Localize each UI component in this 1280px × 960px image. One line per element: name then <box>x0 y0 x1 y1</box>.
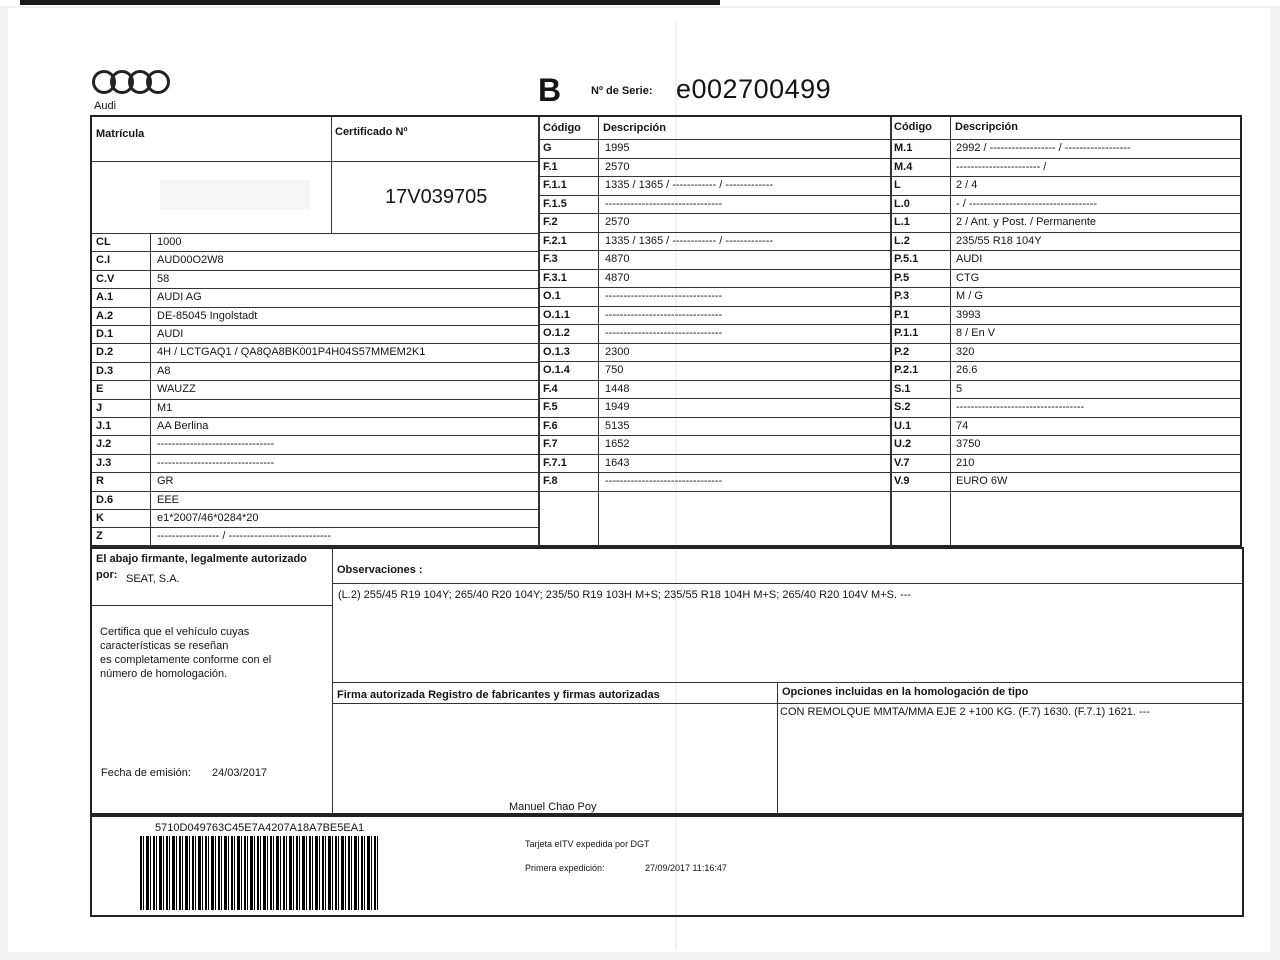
row-divider <box>540 454 890 455</box>
tarjeta-label: Tarjeta eITV expedida por DGT <box>525 839 650 849</box>
field-value: 1643 <box>605 456 630 469</box>
row-divider <box>92 399 538 400</box>
field-value: 1995 <box>605 142 630 154</box>
field-code: F.7.1 <box>543 456 567 469</box>
field-code: E <box>96 383 104 396</box>
observaciones-label: Observaciones : <box>337 564 423 576</box>
field-value: 1448 <box>605 382 630 395</box>
codigo-header-right: Código <box>894 121 932 133</box>
field-value: WAUZZ <box>157 383 196 396</box>
row-divider <box>92 417 538 418</box>
field-code: Z <box>96 530 103 543</box>
field-value: 74 <box>956 419 969 432</box>
field-value: -------------------------------- <box>605 475 723 487</box>
row-divider <box>92 491 538 492</box>
signer-value: SEAT, S.A. <box>126 573 180 585</box>
field-value: EURO 6W <box>956 475 1008 487</box>
field-value: AUD00O2W8 <box>157 254 224 267</box>
field-value: 210 <box>956 456 975 469</box>
field-value: 5 <box>956 382 963 395</box>
field-code: D.3 <box>96 364 114 377</box>
row-divider <box>540 269 890 270</box>
fecha-value: 24/03/2017 <box>212 767 268 779</box>
row-divider <box>92 509 538 510</box>
signer-por-label: por: <box>96 569 118 581</box>
field-code: U.1 <box>894 419 912 432</box>
field-value: 1949 <box>605 401 630 413</box>
field-value: - / ----------------------------------- <box>956 197 1098 210</box>
field-code: L.2 <box>894 234 910 247</box>
certifica-line-4: número de homologación. <box>100 668 228 680</box>
observaciones-value: (L.2) 255/45 R19 104Y; 265/40 R20 104Y; 235/50 R19 103H M+S; 235/55 R18 104H M+S; 265/40 R20 104V M+S. --- <box>338 589 912 601</box>
row-divider <box>540 417 890 418</box>
row-divider <box>892 435 1240 436</box>
field-code: F.1.5 <box>543 197 567 210</box>
field-code: F.3.1 <box>543 271 567 284</box>
descripcion-header: Descripción <box>603 122 666 134</box>
field-code: O.1.3 <box>543 345 570 358</box>
firma-name: Manuel Chao Poy <box>509 801 597 813</box>
field-value: 5135 <box>605 419 630 432</box>
form-letter: B <box>538 72 562 108</box>
field-code: F.1.1 <box>543 179 567 191</box>
field-value: 4870 <box>605 271 630 284</box>
row-divider <box>92 325 538 326</box>
field-value: 1335 / 1365 / ------------ / ------------- <box>605 179 774 191</box>
row-divider <box>540 232 890 233</box>
field-code: M.4 <box>894 160 913 173</box>
field-code: F.7 <box>543 438 558 450</box>
field-value: ----------------------- / <box>956 160 1047 173</box>
row-divider <box>92 435 538 436</box>
certifica-line-1: Certifica que el vehículo cuyas <box>100 626 250 638</box>
row-divider <box>540 158 890 159</box>
row-divider <box>892 380 1240 381</box>
field-code: P.1 <box>894 308 910 321</box>
field-code: R <box>96 475 104 488</box>
field-code: L <box>894 179 901 191</box>
row-divider <box>92 472 538 473</box>
field-code: C.V <box>96 272 115 285</box>
row-divider <box>540 472 890 473</box>
field-code: S.2 <box>894 401 911 413</box>
row-divider <box>892 287 1240 288</box>
field-code: D.6 <box>96 493 114 506</box>
field-value: 1335 / 1365 / ------------ / ------------- <box>605 234 774 247</box>
field-code: M.1 <box>894 142 913 154</box>
field-value: 8 / En V <box>956 327 996 339</box>
row-divider <box>892 232 1240 233</box>
field-value: M / G <box>956 290 983 302</box>
row-divider <box>92 270 538 271</box>
row-divider <box>540 380 890 381</box>
certificado-number: 17V039705 <box>385 186 488 208</box>
serial-number: e002700499 <box>676 74 832 104</box>
field-value: 3993 <box>956 308 981 321</box>
field-code: O.1 <box>543 290 561 302</box>
field-value: ----------------------------------- <box>956 401 1085 413</box>
field-value: 4H / LCTGAQ1 / QA8QA8BK001P4H04S57MMEM2K1 <box>157 346 426 359</box>
barcode-text: 5710D049763C45E7A4207A18A7BE5EA1 <box>155 822 365 834</box>
fecha-label: Fecha de emisión: <box>101 767 191 779</box>
field-value: CTG <box>956 271 980 284</box>
row-divider <box>92 343 538 344</box>
row-divider <box>92 362 538 363</box>
row-divider <box>540 491 890 492</box>
field-code: D.1 <box>96 328 114 340</box>
field-code: L.1 <box>894 216 910 228</box>
row-divider <box>540 176 890 177</box>
field-code: F.2 <box>543 216 558 228</box>
certifica-line-2: características se reseñan <box>100 640 229 652</box>
field-value: DE-85045 Ingolstadt <box>157 309 258 322</box>
field-code: F.4 <box>543 382 558 395</box>
row-divider <box>892 158 1240 159</box>
field-code: J.3 <box>96 456 112 469</box>
row-divider <box>540 398 890 399</box>
row-divider <box>540 324 890 325</box>
field-code: P.5 <box>894 271 910 284</box>
field-code: A.1 <box>96 291 114 304</box>
barcode <box>140 836 380 910</box>
row-divider <box>540 435 890 436</box>
matricula-label: Matrícula <box>96 128 145 140</box>
field-value: -------------------------------- <box>605 308 723 321</box>
field-code: P.5.1 <box>894 253 919 265</box>
opciones-value: CON REMOLQUE MMTA/MMA EJE 2 +100 KG. (F.7) 1630. (F.7.1) 1621. --- <box>780 706 1150 718</box>
field-code: A.2 <box>96 309 114 322</box>
field-value: 1000 <box>157 236 182 248</box>
row-divider <box>540 287 890 288</box>
field-code: F.2.1 <box>543 234 567 247</box>
field-value: 2 / 4 <box>956 179 978 191</box>
primera-label: Primera expedición: <box>525 863 605 873</box>
field-value: 58 <box>157 272 170 285</box>
field-value: -------------------------------- <box>157 438 275 451</box>
field-value: A8 <box>157 364 171 377</box>
field-code: U.2 <box>894 438 912 450</box>
field-value: 26.6 <box>956 364 978 376</box>
audi-ring-icon <box>146 70 170 94</box>
field-code: O.1.4 <box>543 364 570 376</box>
opciones-label: Opciones incluidas en la homologación de tipo <box>782 686 1029 698</box>
codigo-header: Código <box>543 122 581 134</box>
row-divider <box>540 361 890 362</box>
field-value: 235/55 R18 104Y <box>956 234 1042 247</box>
field-code: F.8 <box>543 475 558 487</box>
field-code: J.2 <box>96 438 112 451</box>
field-code: F.1 <box>543 160 558 173</box>
field-value: EEE <box>157 493 180 506</box>
field-code: J <box>96 401 103 414</box>
field-code: O.1.1 <box>543 308 570 321</box>
field-code: CL <box>96 236 111 248</box>
field-value: -------------------------------- <box>605 197 723 210</box>
row-divider <box>92 454 538 455</box>
row-divider <box>92 288 538 289</box>
row-divider <box>92 307 538 308</box>
field-code: L.0 <box>894 197 910 210</box>
row-divider <box>892 398 1240 399</box>
row-divider <box>540 213 890 214</box>
firma-label: Firma autorizada Registro de fabricantes y firmas autorizadas <box>337 689 660 701</box>
field-code: J.1 <box>96 420 112 432</box>
row-divider <box>92 251 538 252</box>
signer-label: El abajo firmante, legalmente autorizado <box>96 553 307 565</box>
row-divider <box>892 269 1240 270</box>
field-code: G <box>543 142 552 154</box>
row-divider <box>892 213 1240 214</box>
field-value: ----------------- / ---------------------------- <box>157 530 332 543</box>
field-value: -------------------------------- <box>605 290 723 302</box>
descripcion-header-right: Descripción <box>955 121 1018 133</box>
row-divider <box>892 361 1240 362</box>
field-code: V.9 <box>894 475 910 487</box>
field-code: P.2.1 <box>894 364 919 376</box>
row-divider <box>540 306 890 307</box>
field-value: 2570 <box>605 216 630 228</box>
row-divider <box>892 472 1240 473</box>
field-value: 320 <box>956 345 975 358</box>
field-value: 2570 <box>605 160 630 173</box>
row-divider <box>892 343 1240 344</box>
field-value: e1*2007/46*0284*20 <box>157 512 259 524</box>
row-divider <box>892 250 1240 251</box>
scan-edge <box>20 0 720 5</box>
matricula-redacted <box>160 180 310 210</box>
field-value: AUDI <box>157 328 184 340</box>
field-value: M1 <box>157 401 173 414</box>
audi-logo <box>92 70 176 98</box>
field-code: P.3 <box>894 290 910 302</box>
field-code: F.5 <box>543 401 558 413</box>
certifica-line-3: es completamente conforme con el <box>100 654 272 666</box>
field-value: 750 <box>605 364 624 376</box>
row-divider <box>892 195 1240 196</box>
field-value: GR <box>157 475 174 488</box>
field-value: 4870 <box>605 253 630 265</box>
certificado-label: Certificado Nº <box>335 126 408 138</box>
row-divider <box>92 380 538 381</box>
field-code: K <box>96 512 104 524</box>
field-value: 2 / Ant. y Post. / Permanente <box>956 216 1097 228</box>
field-code: D.2 <box>96 346 114 359</box>
field-code: F.3 <box>543 253 558 265</box>
field-code: P.1.1 <box>894 327 919 339</box>
brand-name: Audi <box>94 100 117 112</box>
field-value: -------------------------------- <box>605 327 723 339</box>
field-value: 3750 <box>956 438 981 450</box>
field-value: AUDI AG <box>157 291 202 304</box>
row-divider <box>892 324 1240 325</box>
row-divider <box>892 306 1240 307</box>
field-value: 2300 <box>605 345 630 358</box>
row-divider <box>892 176 1240 177</box>
field-code: F.6 <box>543 419 558 432</box>
primera-value: 27/09/2017 11:16:47 <box>645 863 727 873</box>
row-divider <box>92 527 538 528</box>
serial-label: Nº de Serie: <box>591 85 653 97</box>
row-divider <box>892 454 1240 455</box>
field-value: 2992 / ------------------ / ------------------ <box>956 142 1131 154</box>
row-divider <box>540 195 890 196</box>
field-value: 1652 <box>605 438 630 450</box>
field-code: C.I <box>96 254 111 267</box>
field-value: AA Berlina <box>157 420 209 432</box>
field-code: V.7 <box>894 456 910 469</box>
row-divider <box>540 343 890 344</box>
row-divider <box>540 250 890 251</box>
field-code: S.1 <box>894 382 911 395</box>
field-value: AUDI <box>956 253 983 265</box>
field-value: -------------------------------- <box>157 456 275 469</box>
field-code: P.2 <box>894 345 910 358</box>
row-divider <box>892 417 1240 418</box>
row-divider <box>892 491 1240 492</box>
field-code: O.1.2 <box>543 327 570 339</box>
